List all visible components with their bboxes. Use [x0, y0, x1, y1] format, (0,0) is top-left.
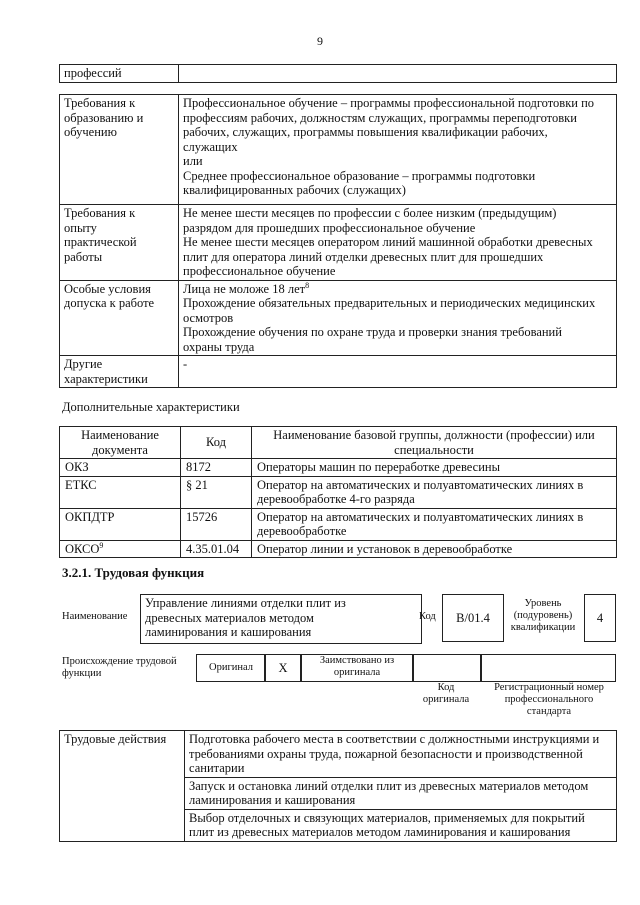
requirements-table	[59, 94, 617, 388]
special-conditions-value: Лица не моложе 18 лет$^8$ Прохождение обязательных предварительных и периодических медицинских осмотров Прохождение обучения по охране труда и проверки знания требований охраны труда	[179, 280, 617, 356]
borrowed-label: Заимствовано из оригинала	[300, 654, 414, 682]
table-row: ЕТКС § 21 Оператор на автоматических и полуавтоматических линиях в деревообработке 4-го разряда	[60, 476, 617, 508]
experience-value: Не менее шести месяцев по профессии с более низким (предыдущим) разрядом для прошедших профессиональное обучение Не менее шести месяцев оператором линий машинной обработки древесных плит для оператора линий отделки древесных плит для прошедших профессиональное обучение	[179, 205, 617, 281]
footnote-8: 8	[305, 280, 310, 290]
origin-label: Происхождение трудовой функции	[62, 656, 177, 679]
additional-characteristics-table	[59, 426, 617, 558]
additional-characteristics-title: Дополнительные характеристики	[62, 400, 240, 414]
reg-number-label: Регистрационный номер профессионального стандарта	[494, 682, 604, 717]
function-code-value: B/01.4	[442, 594, 504, 642]
top-fragment-table	[59, 64, 617, 83]
header-code: Код	[181, 427, 252, 459]
labor-actions-label: Трудовые действия	[60, 731, 185, 842]
header-document: Наименование документа	[60, 427, 181, 459]
table-row: ОКПДТР 15726 Оператор на автоматических и полуавтоматических линиях в деревообработке	[60, 508, 617, 540]
list-item: Подготовка рабочего места в соответствии с должностными инструкциями и требованиями охраны труда, пожарной безопасности и производственной санитарии	[185, 731, 617, 778]
page-number: 9	[317, 34, 323, 48]
qualification-level-label: Уровень (подуровень) квалификации	[510, 598, 576, 633]
education-label: Требования к образованию и обучению	[60, 95, 179, 205]
list-item: Запуск и остановка линий отделки плит из древесных материалов методом ламинирования и каширования	[185, 777, 617, 809]
education-value: Профессиональное обучение – программы профессиональной подготовки по профессиям рабочих, должностям служащих, программы переподготовки рабочих, служащих, программы повышения квалификации рабочих, служащих или Среднее профессиональное образование – программы подготовки квалифицированных рабочих (служащих)	[179, 95, 617, 205]
table-row: ОКСО$^9$ 4.35.01.04 Оператор линии и установок в деревообработке	[60, 540, 617, 558]
list-item: Выбор отделочных и связующих материалов, применяемых для покрытий плит из древесных материалов методом ламинирования и каширования	[185, 809, 617, 841]
age-requirement: Лица не моложе 18 лет	[183, 281, 306, 296]
function-name-value: Управление линиями отделки плит из древесных материалов методом ламинирования и каширования	[140, 594, 422, 644]
code-original-box	[412, 654, 482, 682]
other-characteristics-value: -	[179, 356, 617, 388]
original-mark: X	[264, 654, 302, 682]
reg-number-box	[480, 654, 616, 682]
qualification-level-value: 4	[584, 594, 616, 642]
header-group-name: Наименование базовой группы, должности (профессии) или специальности	[252, 427, 617, 459]
special-conditions-label: Особые условия допуска к работе	[60, 280, 179, 356]
footnote-9: 9	[99, 540, 104, 550]
other-characteristics-label: Другие характеристики	[60, 356, 179, 388]
table-row: ОКЗ 8172 Операторы машин по переработке древесины	[60, 459, 617, 477]
function-code-label: Код	[419, 611, 436, 622]
original-label: Оригинал	[196, 654, 266, 682]
top-fragment-label: профессий	[60, 65, 179, 83]
code-original-label: Код оригинала	[422, 682, 470, 705]
function-heading: 3.2.1. Трудовая функция	[62, 565, 205, 580]
labor-actions-table	[59, 730, 617, 842]
top-fragment-value	[179, 65, 617, 83]
function-name-label: Наименование	[62, 611, 128, 622]
experience-label: Требования к опыту практической работы	[60, 205, 179, 281]
